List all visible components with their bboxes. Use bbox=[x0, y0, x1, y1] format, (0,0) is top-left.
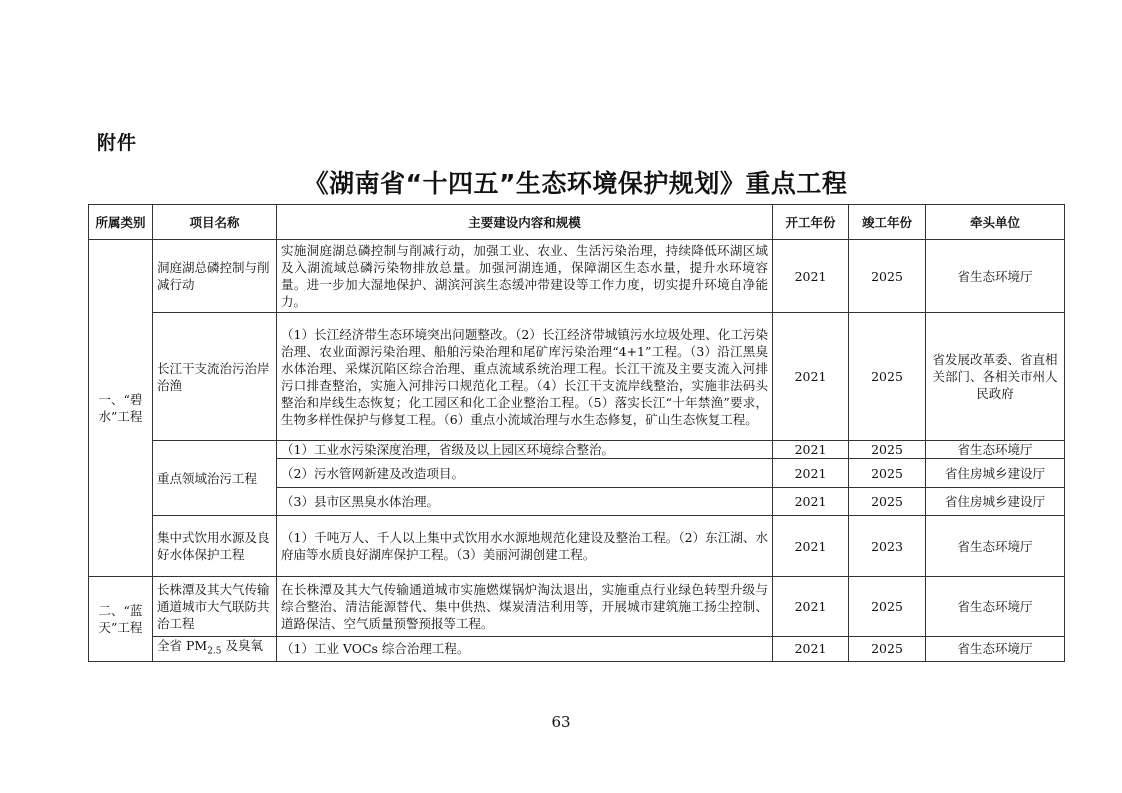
category-cell: 一、“碧水”工程 bbox=[89, 240, 153, 577]
project-content: 在长株潭及其大气传输通道城市实施燃煤锅炉淘汰退出，实施重点行业绿色转型升级与综合整治、清洁能源替代、集中供热、煤炭清洁利用等，开展城市建筑施工扬尘控制、道路保洁、空气质量预警预报等工程。 bbox=[277, 577, 773, 637]
project-name-suffix: 及臭氧 bbox=[221, 638, 263, 653]
project-name: 集中式饮用水源及良好水体保护工程 bbox=[153, 516, 277, 577]
end-year: 2025 bbox=[849, 441, 926, 459]
table-header-row bbox=[89, 205, 1065, 240]
lead-unit: 省住房城乡建设厅 bbox=[926, 488, 1065, 516]
project-content: （1）工业 VOCs 综合治理工程。 bbox=[277, 637, 773, 662]
end-year: 2025 bbox=[849, 577, 926, 637]
table-row bbox=[89, 441, 1065, 459]
project-name-subscript: 2.5 bbox=[207, 646, 222, 657]
project-name: 洞庭湖总磷控制与削减行动 bbox=[153, 240, 277, 313]
attachment-label: 附件 bbox=[97, 132, 138, 154]
project-name: 长江干支流治污治岸治渔 bbox=[153, 313, 277, 441]
project-name-prefix: 全省 PM bbox=[157, 638, 208, 653]
project-content: （2）污水管网新建及改造项目。 bbox=[277, 459, 773, 488]
start-year: 2021 bbox=[773, 516, 849, 577]
page-number: 63 bbox=[551, 713, 571, 731]
start-year: 2021 bbox=[773, 577, 849, 637]
header-end-year: 竣工年份 bbox=[849, 205, 926, 240]
table-row bbox=[89, 516, 1065, 577]
start-year: 2021 bbox=[773, 459, 849, 488]
end-year: 2025 bbox=[849, 459, 926, 488]
start-year: 2021 bbox=[773, 637, 849, 662]
header-start-year: 开工年份 bbox=[773, 205, 849, 240]
lead-unit: 省生态环境厅 bbox=[926, 637, 1065, 662]
project-name bbox=[153, 637, 277, 662]
end-year: 2025 bbox=[849, 488, 926, 516]
key-projects-table bbox=[88, 204, 1065, 662]
end-year: 2025 bbox=[849, 637, 926, 662]
header-content: 主要建设内容和规模 bbox=[277, 205, 773, 240]
start-year: 2021 bbox=[773, 488, 849, 516]
lead-unit: 省发展改革委、省直相关部门、各相关市州人民政府 bbox=[926, 313, 1065, 441]
end-year: 2025 bbox=[849, 240, 926, 313]
end-year: 2025 bbox=[849, 313, 926, 441]
lead-unit: 省生态环境厅 bbox=[926, 240, 1065, 313]
project-content: （1）长江经济带生态环境突出问题整改。（2）长江经济带城镇污水垃圾处理、化工污染治理、农业面源污染治理、船舶污染治理和尾矿库污染治理“4+1”工程。（3）沿江黑臭水体治理、采煤沉陷区综合治理、重点流域系统治理工程。长江干流及主要支流入河排污口排查整治，实施入河排污口规范化工程。（4）长江干支流岸线整治，实施非法码头整治和岸线生态恢复；化工园区和化工企业整治工程。（5）落实长江“十年禁渔”要求，生物多样性保护与修复工程。（6）重点小流域治理与水生态修复，矿山生态恢复工程。 bbox=[277, 313, 773, 441]
project-content: （3）县市区黑臭水体治理。 bbox=[277, 488, 773, 516]
start-year: 2021 bbox=[773, 441, 849, 459]
category-cell: 二、“蓝天”工程 bbox=[89, 577, 153, 662]
project-content: （1）工业水污染深度治理，省级及以上园区环境综合整治。 bbox=[277, 441, 773, 459]
lead-unit: 省生态环境厅 bbox=[926, 441, 1065, 459]
start-year: 2021 bbox=[773, 313, 849, 441]
table-row bbox=[89, 637, 1065, 662]
start-year: 2021 bbox=[773, 240, 849, 313]
project-name: 重点领域治污工程 bbox=[153, 441, 277, 516]
lead-unit: 省住房城乡建设厅 bbox=[926, 459, 1065, 488]
end-year: 2023 bbox=[849, 516, 926, 577]
page-title: 《湖南省“十四五”生态环境保护规划》重点工程 bbox=[303, 169, 848, 198]
header-lead-unit: 牵头单位 bbox=[926, 205, 1065, 240]
header-project: 项目名称 bbox=[153, 205, 277, 240]
table-row bbox=[89, 240, 1065, 313]
project-name: 长株潭及其大气传输通道城市大气联防共治工程 bbox=[153, 577, 277, 637]
table-row bbox=[89, 577, 1065, 637]
project-content: 实施洞庭湖总磷控制与削减行动，加强工业、农业、生活污染治理，持续降低环湖区域及入湖流域总磷污染物排放总量。加强河湖连通，保障湖区生态水量，提升水环境容量。进一步加大湿地保护、湖滨河滨生态缓冲带建设等工作力度，切实提升环境自净能力。 bbox=[277, 240, 773, 313]
header-category: 所属类别 bbox=[89, 205, 153, 240]
lead-unit: 省生态环境厅 bbox=[926, 516, 1065, 577]
table-row bbox=[89, 313, 1065, 441]
project-content: （1）千吨万人、千人以上集中式饮用水水源地规范化建设及整治工程。（2）东江湖、水府庙等水质良好湖库保护工程。（3）美丽河湖创建工程。 bbox=[277, 516, 773, 577]
lead-unit: 省生态环境厅 bbox=[926, 577, 1065, 637]
